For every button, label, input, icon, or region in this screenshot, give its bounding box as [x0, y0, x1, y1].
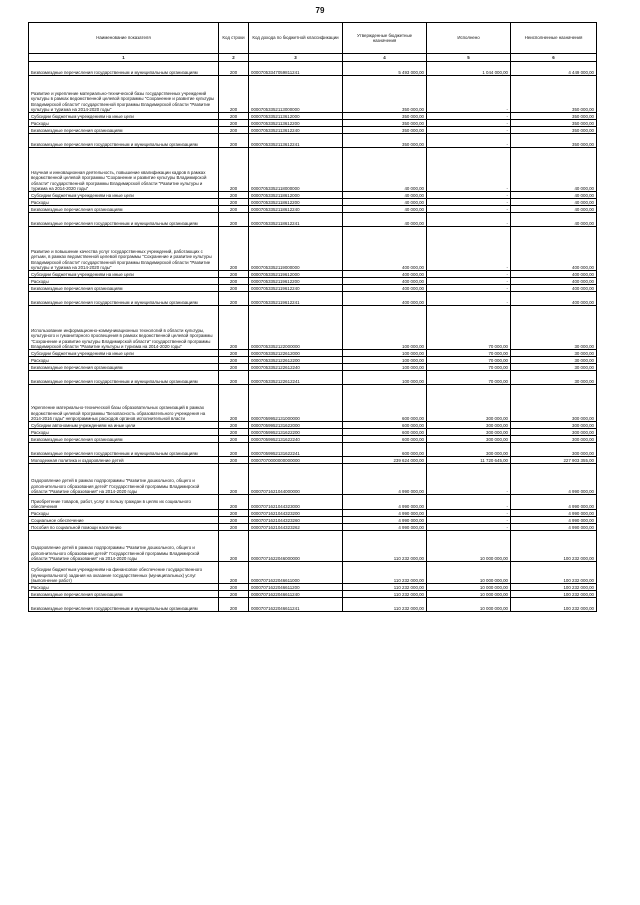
- row-approved: 110 232 000,00: [343, 562, 427, 584]
- row-approved: 400 000,00: [343, 278, 427, 285]
- row-name: Социальное обеспечение: [29, 517, 219, 524]
- row-approved: 350 000,00: [343, 134, 427, 148]
- row-name: Развитие и повышение качества услуг государственных учреждений, работающих с детьми, в рамках ведомственной целевой программы "Сохранение и развитие культуры Владимирской области" государственной программы Владимирской области "Развитие культуры и туризма на 2014-2020 годы": [29, 227, 219, 271]
- row-unexecuted: 4 990 000,00: [511, 517, 597, 524]
- row-approved: 4 990 000,00: [343, 517, 427, 524]
- row-income-code: 00007053352119612000: [249, 271, 343, 278]
- row-line-code: 200: [219, 278, 249, 285]
- row-line-code: 200: [219, 464, 249, 495]
- row-income-code: 00007053352118612000: [249, 192, 343, 199]
- row-unexecuted: 30 000,00: [511, 306, 597, 350]
- row-income-code: 00007053352122612200: [249, 357, 343, 364]
- table-row: [29, 278, 597, 285]
- row-executed: -: [427, 213, 511, 227]
- row-line-code: 200: [219, 562, 249, 584]
- row-name: Безвозмездные перечисления организациям: [29, 127, 219, 134]
- row-line-code: 200: [219, 510, 249, 517]
- row-line-code: 200: [219, 271, 249, 278]
- row-name: Расходы: [29, 120, 219, 127]
- row-line-code: 200: [219, 591, 249, 598]
- row-approved: 600 000,00: [343, 443, 427, 457]
- row-line-code: 200: [219, 429, 249, 436]
- column-number-row: [29, 54, 597, 62]
- row-line-code: 200: [219, 120, 249, 127]
- row-income-code: 00007071621044323200: [249, 510, 343, 517]
- row-name: Расходы: [29, 199, 219, 206]
- row-line-code: 200: [219, 364, 249, 371]
- row-income-code: 00007059952131622200: [249, 429, 343, 436]
- row-approved: 110 232 000,00: [343, 531, 427, 562]
- row-name: Безвозмездные перечисления государственным и муниципальным организациям: [29, 62, 219, 76]
- row-unexecuted: 30 000,00: [511, 357, 597, 364]
- row-unexecuted: 40 000,00: [511, 213, 597, 227]
- row-income-code: 00007053352122612000: [249, 350, 343, 357]
- row-income-code: 00007071621044000000: [249, 464, 343, 495]
- row-line-code: 200: [219, 598, 249, 612]
- column-number: 6: [511, 54, 597, 62]
- row-line-code: 200: [219, 199, 249, 206]
- row-name: Приобретение товаров, работ, услуг в пользу граждан в целях их социального обеспечения: [29, 495, 219, 510]
- row-name: Безвозмездные перечисления организациям: [29, 285, 219, 292]
- row-approved: 400 000,00: [343, 285, 427, 292]
- row-income-code: 00007059952131622241: [249, 443, 343, 457]
- row-income-code: 00007070000000000000: [249, 457, 343, 464]
- table-row: [29, 285, 597, 292]
- row-executed: 300 000,00: [427, 429, 511, 436]
- table-row: [29, 192, 597, 199]
- row-unexecuted: 350 000,00: [511, 134, 597, 148]
- row-name: Субсидии бюджетным учреждениям на иные цели: [29, 113, 219, 120]
- row-name: Расходы: [29, 429, 219, 436]
- row-name: Безвозмездные перечисления организациям: [29, 206, 219, 213]
- row-line-code: 200: [219, 357, 249, 364]
- row-unexecuted: 300 000,00: [511, 385, 597, 422]
- header-income-code: Код дохода по бюджетной классификации: [249, 23, 343, 54]
- row-executed: 10 000 000,00: [427, 531, 511, 562]
- row-income-code: 00007053352118000000: [249, 148, 343, 192]
- row-line-code: 200: [219, 285, 249, 292]
- table-row: [29, 120, 597, 127]
- row-approved: 110 232 000,00: [343, 584, 427, 591]
- row-name: Безвозмездные перечисления государственным и муниципальным организациям: [29, 134, 219, 148]
- table-row: [29, 271, 597, 278]
- row-name: Развитие и укрепление материально-технической базы государственных учреждений культуры в рамках ведомственной целевой программы "Сохранение и развитие культуры Владимирской области" государственной программы Владимирской области "Развитие культуры и туризма на 2014-2020 годы": [29, 76, 219, 113]
- row-income-code: 00007053352119612240: [249, 285, 343, 292]
- row-approved: 100 000,00: [343, 350, 427, 357]
- page-number: 79: [315, 6, 325, 15]
- row-executed: -: [427, 227, 511, 271]
- row-unexecuted: 40 000,00: [511, 148, 597, 192]
- row-approved: 350 000,00: [343, 120, 427, 127]
- table-row: [29, 457, 597, 464]
- row-executed: -: [427, 120, 511, 127]
- row-unexecuted: 40 000,00: [511, 206, 597, 213]
- row-income-code: 00007053352118612200: [249, 199, 343, 206]
- column-number: 4: [343, 54, 427, 62]
- table-body: [29, 62, 597, 612]
- column-number: 5: [427, 54, 511, 62]
- table-row: [29, 371, 597, 385]
- row-unexecuted: 400 000,00: [511, 285, 597, 292]
- row-executed: 300 000,00: [427, 422, 511, 429]
- row-name: Безвозмездные перечисления государственным и муниципальным организациям: [29, 598, 219, 612]
- row-executed: 11 720 645,00: [427, 457, 511, 464]
- row-income-code: 00007053352113000000: [249, 76, 343, 113]
- row-approved: 100 000,00: [343, 364, 427, 371]
- row-line-code: 200: [219, 292, 249, 306]
- row-unexecuted: 300 000,00: [511, 429, 597, 436]
- row-line-code: 200: [219, 531, 249, 562]
- row-income-code: 00007071621044323262: [249, 524, 343, 531]
- row-name: Безвозмездные перечисления организациям: [29, 436, 219, 443]
- row-approved: 350 000,00: [343, 127, 427, 134]
- row-name: Расходы: [29, 278, 219, 285]
- row-approved: 400 000,00: [343, 271, 427, 278]
- row-executed: -: [427, 517, 511, 524]
- row-unexecuted: 4 990 000,00: [511, 510, 597, 517]
- budget-execution-table: [28, 22, 597, 612]
- row-executed: -: [427, 285, 511, 292]
- row-income-code: 00007053347059811241: [249, 62, 343, 76]
- row-approved: 5 493 000,00: [343, 62, 427, 76]
- row-income-code: 00007053352118612241: [249, 213, 343, 227]
- table-row: [29, 591, 597, 598]
- row-line-code: 200: [219, 227, 249, 271]
- row-executed: 70 000,00: [427, 350, 511, 357]
- row-approved: 40 000,00: [343, 199, 427, 206]
- table-row: [29, 134, 597, 148]
- row-executed: 70 000,00: [427, 364, 511, 371]
- row-executed: -: [427, 76, 511, 113]
- table-row: [29, 422, 597, 429]
- table-row: [29, 127, 597, 134]
- table-row: [29, 584, 597, 591]
- table-row: [29, 531, 597, 562]
- row-executed: 300 000,00: [427, 385, 511, 422]
- row-unexecuted: 100 232 000,00: [511, 598, 597, 612]
- row-unexecuted: 350 000,00: [511, 113, 597, 120]
- row-name: Молодежная политика и оздоровление детей: [29, 457, 219, 464]
- row-line-code: 200: [219, 213, 249, 227]
- row-name: Субсидии бюджетным учреждениям на иные цели: [29, 271, 219, 278]
- row-income-code: 00007071622046611241: [249, 598, 343, 612]
- table-row: [29, 113, 597, 120]
- row-unexecuted: 350 000,00: [511, 76, 597, 113]
- header-row: [29, 23, 597, 54]
- row-unexecuted: 4 990 000,00: [511, 464, 597, 495]
- row-line-code: 200: [219, 524, 249, 531]
- row-line-code: 200: [219, 385, 249, 422]
- row-name: Безвозмездные перечисления государственным и муниципальным организациям: [29, 371, 219, 385]
- header-line-code: Код строки: [219, 23, 249, 54]
- row-unexecuted: 400 000,00: [511, 278, 597, 285]
- row-income-code: 00007071622046611000: [249, 562, 343, 584]
- row-name: Оздоровление детей в рамках подпрограммы "Развитие дошкольного, общего и дополнительного образования детей" Государственной программы Владимирской области "Развитие образования" на 2014-2020 годы: [29, 464, 219, 495]
- row-unexecuted: 300 000,00: [511, 443, 597, 457]
- row-name: Научная и инновационная деятельность, повышение квалификации кадров в рамках ведомственной целевой программы "Сохранение и развитие культуры Владимирской области" государственной программы Владимирской области "Развитие культуры и туризма на 2014-2020 годы": [29, 148, 219, 192]
- row-executed: 1 044 000,00: [427, 62, 511, 76]
- row-income-code: 00007053352119000000: [249, 227, 343, 271]
- row-executed: -: [427, 206, 511, 213]
- row-name: Безвозмездные перечисления организациям: [29, 364, 219, 371]
- column-number: 1: [29, 54, 219, 62]
- row-approved: 350 000,00: [343, 76, 427, 113]
- row-name: Оздоровление детей в рамках подпрограммы "Развитие дошкольного, общего и дополнительного образования детей" Государственной программы Владимирской области "Развитие образования" на 2014-2020 годы: [29, 531, 219, 562]
- row-name: Пособия по социальной помощи населению: [29, 524, 219, 531]
- row-unexecuted: 40 000,00: [511, 192, 597, 199]
- table-row: [29, 350, 597, 357]
- row-approved: 600 000,00: [343, 436, 427, 443]
- row-income-code: 00007053352122000000: [249, 306, 343, 350]
- row-executed: -: [427, 271, 511, 278]
- table-row: [29, 524, 597, 531]
- row-line-code: 200: [219, 306, 249, 350]
- row-income-code: 00007071622046611240: [249, 591, 343, 598]
- table-row: [29, 206, 597, 213]
- row-approved: 400 000,00: [343, 292, 427, 306]
- row-approved: 110 232 000,00: [343, 591, 427, 598]
- row-unexecuted: 100 232 000,00: [511, 584, 597, 591]
- table-row: [29, 436, 597, 443]
- row-approved: 400 000,00: [343, 227, 427, 271]
- row-line-code: 200: [219, 495, 249, 510]
- row-unexecuted: 400 000,00: [511, 271, 597, 278]
- row-income-code: 00007071621044323260: [249, 517, 343, 524]
- row-executed: 300 000,00: [427, 436, 511, 443]
- row-approved: 40 000,00: [343, 206, 427, 213]
- row-line-code: 200: [219, 457, 249, 464]
- row-line-code: 200: [219, 436, 249, 443]
- row-unexecuted: 227 903 355,00: [511, 457, 597, 464]
- row-name: Субсидии бюджетным учреждениям на иные цели: [29, 350, 219, 357]
- row-line-code: 200: [219, 113, 249, 120]
- row-name: Укрепление материально-технической базы образовательных организаций в рамках ведомственной целевой программы "Безопасность образовательного учреждения на 2014-2016 годы" непрограммных расходов органов исполнительной власти: [29, 385, 219, 422]
- row-approved: 110 232 000,00: [343, 598, 427, 612]
- row-line-code: 200: [219, 134, 249, 148]
- row-executed: -: [427, 127, 511, 134]
- row-approved: 600 000,00: [343, 429, 427, 436]
- row-executed: -: [427, 192, 511, 199]
- row-executed: -: [427, 199, 511, 206]
- row-income-code: 00007059952131000000: [249, 385, 343, 422]
- row-unexecuted: 350 000,00: [511, 120, 597, 127]
- row-approved: 4 990 000,00: [343, 524, 427, 531]
- table-row: [29, 598, 597, 612]
- row-income-code: 00007071622046000000: [249, 531, 343, 562]
- row-name: Субсидии автономным учреждениям на иные цели: [29, 422, 219, 429]
- row-name: Расходы: [29, 357, 219, 364]
- row-income-code: 00007053352113612240: [249, 127, 343, 134]
- row-unexecuted: 300 000,00: [511, 436, 597, 443]
- row-approved: 40 000,00: [343, 148, 427, 192]
- row-name: Безвозмездные перечисления организациям: [29, 591, 219, 598]
- row-name: Расходы: [29, 584, 219, 591]
- table-row: [29, 148, 597, 192]
- row-name: Субсидии бюджетным учреждениям на иные цели: [29, 192, 219, 199]
- row-approved: 350 000,00: [343, 113, 427, 120]
- row-name: Безвозмездные перечисления государственным и муниципальным организациям: [29, 292, 219, 306]
- row-executed: 10 000 000,00: [427, 591, 511, 598]
- table-row: [29, 385, 597, 422]
- row-unexecuted: 30 000,00: [511, 364, 597, 371]
- row-line-code: 200: [219, 148, 249, 192]
- row-unexecuted: 100 232 000,00: [511, 591, 597, 598]
- table-row: [29, 76, 597, 113]
- table-row: [29, 292, 597, 306]
- row-executed: -: [427, 495, 511, 510]
- row-name: Безвозмездные перечисления государственным и муниципальным организациям: [29, 443, 219, 457]
- row-name: Субсидии бюджетным учреждениям на финансовое обеспечение государственного (муниципального) задания на оказание государственных (муниципальных) услуг (выполнение работ): [29, 562, 219, 584]
- row-unexecuted: 100 232 000,00: [511, 531, 597, 562]
- row-line-code: 200: [219, 76, 249, 113]
- row-approved: 40 000,00: [343, 213, 427, 227]
- table-row: [29, 213, 597, 227]
- row-line-code: 200: [219, 371, 249, 385]
- table-row: [29, 306, 597, 350]
- row-approved: 100 000,00: [343, 371, 427, 385]
- row-income-code: 00007059952131622240: [249, 436, 343, 443]
- row-line-code: 200: [219, 62, 249, 76]
- table-row: [29, 443, 597, 457]
- row-income-code: 00007053352113612200: [249, 120, 343, 127]
- column-number: 3: [249, 54, 343, 62]
- row-executed: -: [427, 148, 511, 192]
- row-line-code: 200: [219, 517, 249, 524]
- row-unexecuted: 4 449 000,00: [511, 62, 597, 76]
- row-executed: 70 000,00: [427, 357, 511, 364]
- header-approved: Утвержденные бюджетные назначения: [343, 23, 427, 54]
- row-unexecuted: 400 000,00: [511, 292, 597, 306]
- table-row: [29, 510, 597, 517]
- row-name: Использование информационно-коммуникационных технологий в области культуры, культурного и гуманитарного просвещения в рамках ведомственной целевой программы "Сохранение и развитие культуры Владимирской области" государственной программы Владимирской области "Развитие культуры и туризма на 2014-2020 годы": [29, 306, 219, 350]
- table-row: [29, 562, 597, 584]
- row-line-code: 200: [219, 443, 249, 457]
- row-executed: 10 000 000,00: [427, 584, 511, 591]
- row-income-code: 00007053352119612200: [249, 278, 343, 285]
- row-unexecuted: 30 000,00: [511, 350, 597, 357]
- row-line-code: 200: [219, 422, 249, 429]
- row-executed: -: [427, 464, 511, 495]
- row-approved: 239 624 000,00: [343, 457, 427, 464]
- row-line-code: 200: [219, 584, 249, 591]
- column-number: 2: [219, 54, 249, 62]
- header-unexecuted: Неисполненные назначения: [511, 23, 597, 54]
- row-executed: 70 000,00: [427, 371, 511, 385]
- row-executed: -: [427, 292, 511, 306]
- header-executed: Исполнено: [427, 23, 511, 54]
- row-executed: 10 000 000,00: [427, 562, 511, 584]
- row-line-code: 200: [219, 192, 249, 199]
- row-unexecuted: 4 990 000,00: [511, 524, 597, 531]
- row-unexecuted: 300 000,00: [511, 422, 597, 429]
- row-executed: -: [427, 113, 511, 120]
- row-executed: -: [427, 524, 511, 531]
- table-row: [29, 62, 597, 76]
- row-income-code: 00007071622046611200: [249, 584, 343, 591]
- row-approved: 600 000,00: [343, 385, 427, 422]
- row-approved: 4 990 000,00: [343, 495, 427, 510]
- row-approved: 40 000,00: [343, 192, 427, 199]
- table-row: [29, 495, 597, 510]
- row-income-code: 00007053352113612241: [249, 134, 343, 148]
- header-indicator-name: Наименование показателя: [29, 23, 219, 54]
- row-approved: 100 000,00: [343, 357, 427, 364]
- row-approved: 4 990 000,00: [343, 510, 427, 517]
- row-income-code: 00007059952131622000: [249, 422, 343, 429]
- row-income-code: 00007071621044323000: [249, 495, 343, 510]
- row-line-code: 200: [219, 127, 249, 134]
- row-approved: 4 990 000,00: [343, 464, 427, 495]
- row-executed: 10 000 000,00: [427, 598, 511, 612]
- row-unexecuted: 100 232 000,00: [511, 562, 597, 584]
- table-row: [29, 227, 597, 271]
- row-executed: -: [427, 278, 511, 285]
- row-income-code: 00007053352122612240: [249, 364, 343, 371]
- row-approved: 100 000,00: [343, 306, 427, 350]
- row-executed: -: [427, 134, 511, 148]
- row-executed: 70 000,00: [427, 306, 511, 350]
- row-name: Расходы: [29, 510, 219, 517]
- table-row: [29, 199, 597, 206]
- row-executed: 300 000,00: [427, 443, 511, 457]
- table-row: [29, 429, 597, 436]
- row-income-code: 00007053352119612241: [249, 292, 343, 306]
- row-line-code: 200: [219, 206, 249, 213]
- row-unexecuted: 30 000,00: [511, 371, 597, 385]
- row-unexecuted: 4 990 000,00: [511, 495, 597, 510]
- row-income-code: 00007053352122612241: [249, 371, 343, 385]
- row-unexecuted: 350 000,00: [511, 127, 597, 134]
- row-approved: 600 000,00: [343, 422, 427, 429]
- row-executed: -: [427, 510, 511, 517]
- row-line-code: 200: [219, 350, 249, 357]
- table-row: [29, 364, 597, 371]
- row-name: Безвозмездные перечисления государственным и муниципальным организациям: [29, 213, 219, 227]
- table-row: [29, 357, 597, 364]
- table-row: [29, 464, 597, 495]
- row-unexecuted: 40 000,00: [511, 199, 597, 206]
- row-unexecuted: 400 000,00: [511, 227, 597, 271]
- row-income-code: 00007053352113612000: [249, 113, 343, 120]
- table-row: [29, 517, 597, 524]
- row-income-code: 00007053352118612240: [249, 206, 343, 213]
